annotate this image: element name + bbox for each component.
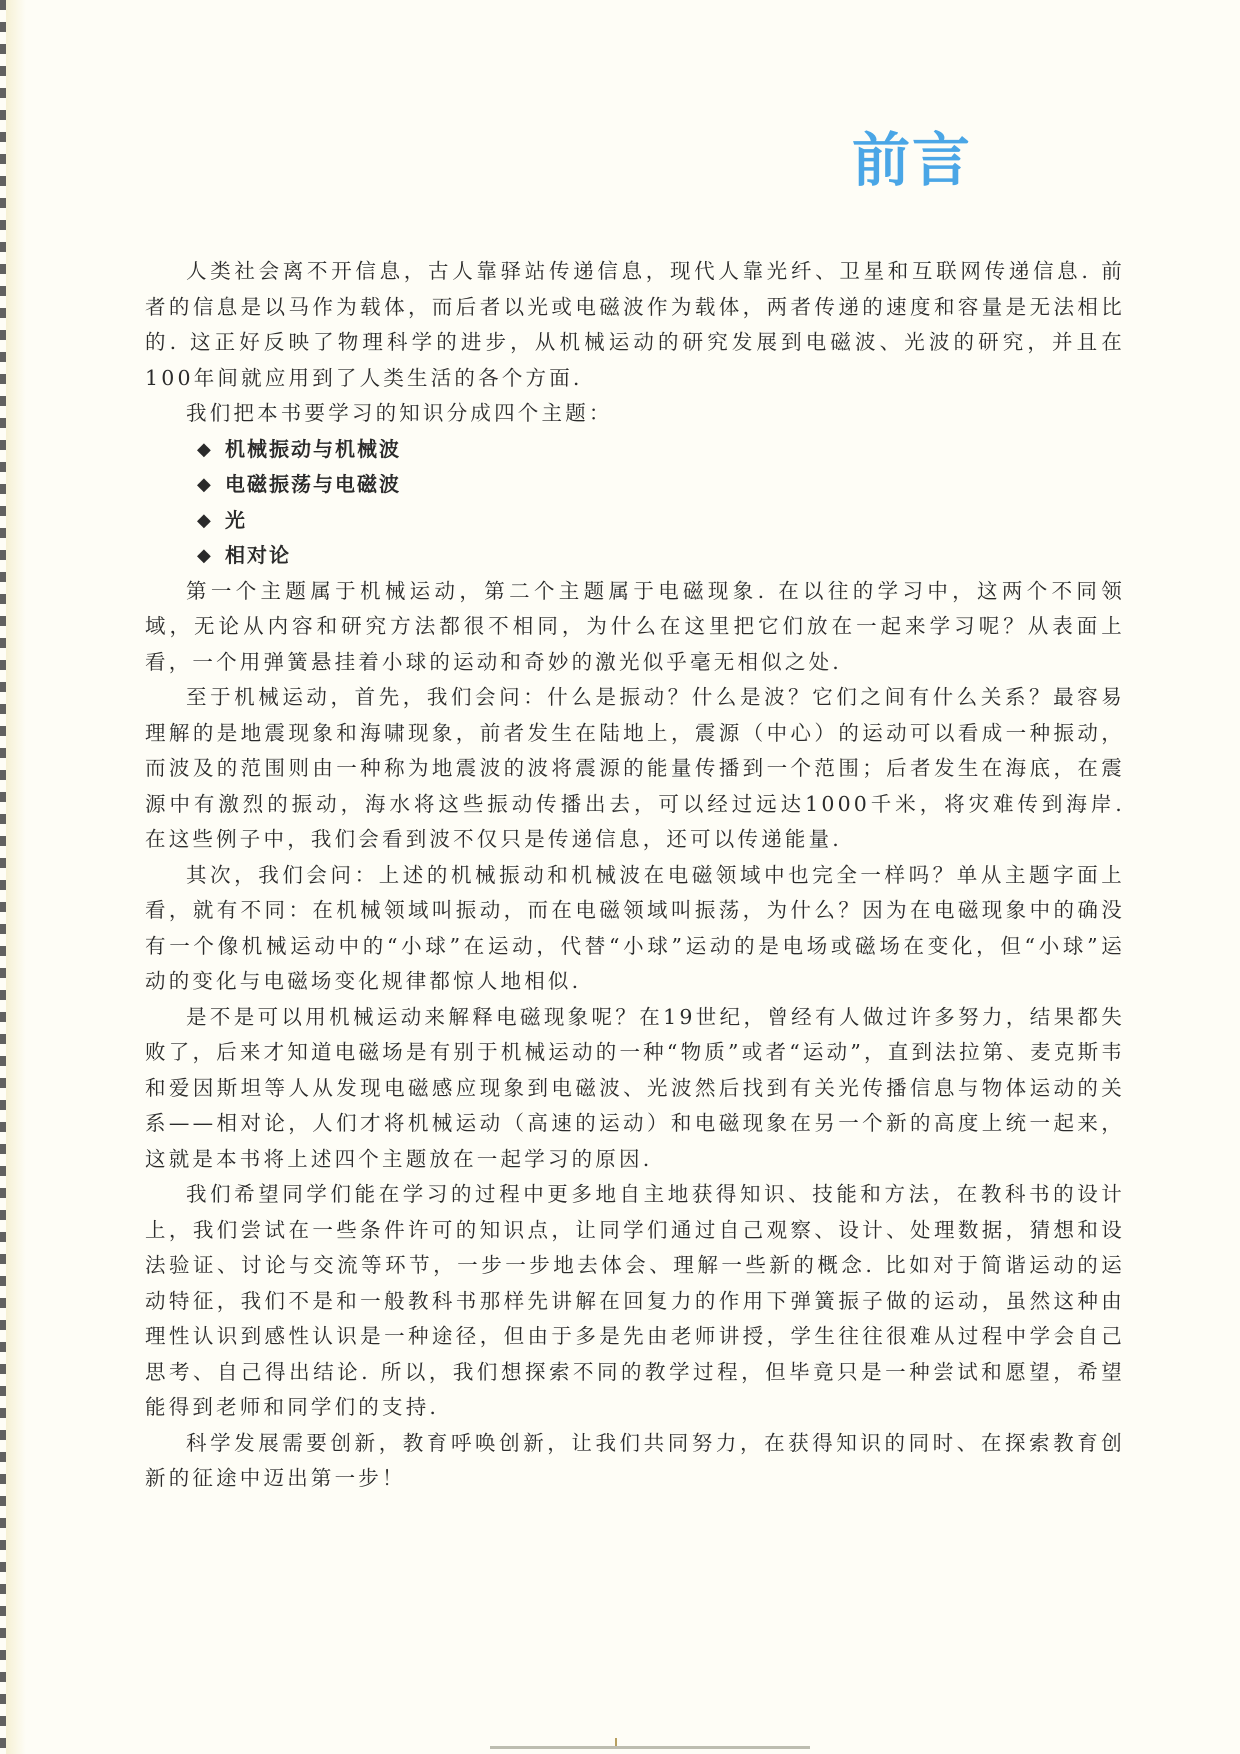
paragraph-mechanical-motion: 至于机械运动，首先，我们会问：什么是振动？什么是波？它们之间有什么关系？最容易理解的是地震现象和海啸现象，前者发生在陆地上，震源（中心）的运动可以看成一种振动，而波及的范围则由一种称为地震波的波将震源的能量传播到一个范围；后者发生在海底，在震源中有激烈的振动，海水将这些振动传播出去，可以经过远达1000千米，将灾难传到海岸. 在这些例子中，我们会看到波不仅只是传递信息，还可以传递能量.	[145, 685, 1125, 851]
paragraph-intro: 人类社会离不开信息，古人靠驿站传递信息，现代人靠光纤、卫星和互联网传递信息. 前者的信息是以马作为载体，而后者以光或电磁波作为载体，两者传递的速度和容量是无法相比的. 这正好反映了物理科学的进步，从机械运动的研究发展到电磁波、光波的研究，并且在100年间就应用到了人类生活的各个方面.	[145, 259, 1125, 390]
binding-shadow	[6, 0, 26, 1754]
topic-item	[145, 432, 1125, 468]
topic-label: 机械振动与机械波	[225, 436, 401, 461]
diamond-bullet-icon: ◆	[197, 509, 213, 531]
footer-scan-bar	[490, 1746, 810, 1749]
diamond-bullet-icon: ◆	[197, 474, 213, 495]
paragraph-electromagnetic: 其次，我们会问：上述的机械振动和机械波在电磁领域中也完全一样吗？单从主题字面上看，就有不同：在机械领域叫振动，而在电磁领域叫振荡，为什么？因为在电磁现象中的确没有一个像机械运动中的“小球”在运动，代替“小球”运动的是电场或磁场在变化，但“小球”运动的变化与电磁场变化规律都惊人地相似.	[145, 862, 1125, 993]
paragraph-topics-intro: 我们把本书要学习的知识分成四个主题：	[186, 401, 613, 425]
page-title: 前言	[852, 125, 973, 194]
paragraph-relativity: 是不是可以用机械运动来解释电磁现象呢？在19世纪，曾经有人做过许多努力，结果都失败了，后来才知道电磁场是有别于机械运动的一种“物质”或者“运动”，直到法拉第、麦克斯韦和爱因斯坦等人从发现电磁感应现象到电磁波、光波然后找到有关光传播信息与物体运动的关系——相对论，人们才将机械运动（高速的运动）和电磁现象在另一个新的高度上统一起来，这就是本书将上述四个主题放在一起学习的原因.	[145, 1004, 1125, 1171]
topic-label: 相对论	[225, 543, 291, 567]
topic-item	[145, 538, 1125, 574]
topic-label: 电磁振荡与电磁波	[225, 472, 401, 496]
diamond-bullet-icon: ◆	[197, 438, 213, 460]
topic-item	[145, 467, 1125, 503]
paragraph-learning-approach: 我们希望同学们能在学习的过程中更多地自主地获得知识、技能和方法，在教科书的设计上，我们尝试在一些条件许可的知识点，让同学们通过自己观察、设计、处理数据，猜想和设法验证、讨论与交流等环节，一步一步地去体会、理解一些新的概念. 比如对于简谐运动的运动特征，我们不是和一般教科书那样先讲解在回复力的作用下弹簧振子做的运动，虽然这种由理性认识到感性认识是一种途径，但由于多是先由老师讲授，学生往往很难从过程中学会自己思考、自己得出结论. 所以，我们想探索不同的教学过程，但毕竟只是一种尝试和愿望，希望能得到老师和同学们的支持.	[145, 1182, 1125, 1419]
paragraph-topic-relation: 第一个主题属于机械运动，第二个主题属于电磁现象. 在以往的学习中，这两个不同领域，无论从内容和研究方法都很不相同，为什么在这里把它们放在一起来学习呢？从表面上看，一个用弹簧悬挂着小球的运动和奇妙的激光似乎毫无相似之处.	[145, 578, 1125, 674]
footer-tick-mark	[615, 1738, 617, 1746]
diamond-bullet-icon: ◆	[197, 545, 213, 566]
topic-label: 光	[225, 507, 247, 532]
topic-list	[145, 432, 1125, 574]
preface-body	[145, 254, 1125, 1497]
topic-item	[145, 503, 1125, 539]
paragraph-closing: 科学发展需要创新，教育呼唤创新，让我们共同努力，在获得知识的同时、在探索教育创新的征途中迈出第一步！	[145, 1430, 1125, 1490]
